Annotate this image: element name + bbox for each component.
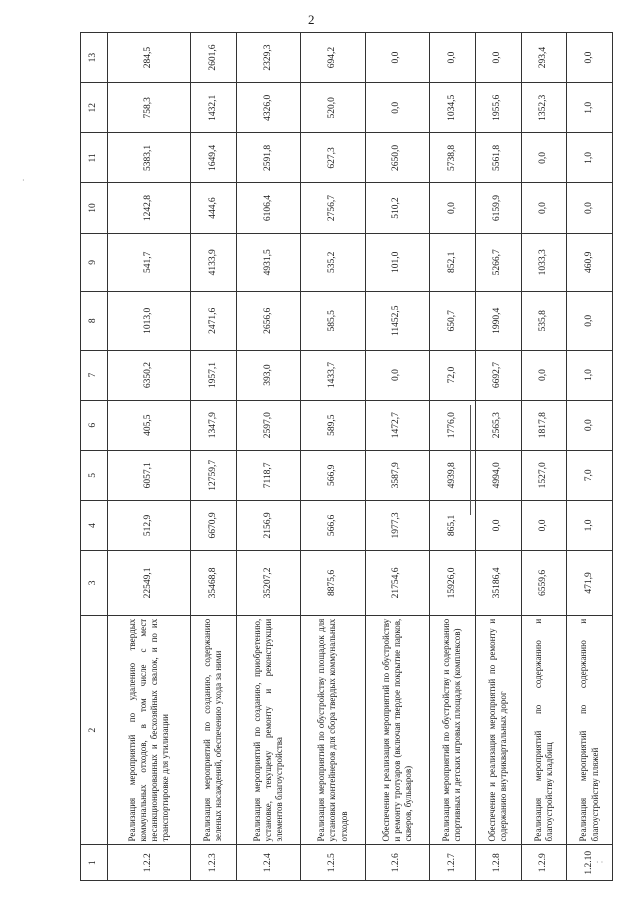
value-cell: 0,0 — [521, 133, 567, 183]
value-cell: 0,0 — [430, 33, 476, 83]
value-cell: 758,3 — [108, 83, 191, 133]
budget-table — [80, 32, 613, 881]
value-cell: 1,0 — [567, 83, 613, 133]
header-cell: 13 — [81, 33, 108, 83]
value-cell: 1347,9 — [191, 400, 237, 450]
value-cell: 520,0 — [301, 83, 365, 133]
value-cell: 0,0 — [365, 350, 429, 400]
value-cell: 512,9 — [108, 500, 191, 550]
value-cell: 1352,3 — [521, 83, 567, 133]
table-row — [191, 33, 237, 881]
header-row — [81, 33, 108, 881]
page-number: 2 — [308, 12, 315, 27]
value-cell: 0,0 — [475, 500, 521, 550]
value-cell: 1,0 — [567, 500, 613, 550]
row-description: Реализация мероприятий по содержанию и благоустройству пляжей — [567, 615, 613, 845]
value-cell: 35207,2 — [236, 551, 300, 616]
value-cell: 1033,3 — [521, 233, 567, 291]
header-cell: 10 — [81, 183, 108, 233]
value-cell: 15926,0 — [430, 551, 476, 616]
table-row — [365, 33, 429, 881]
value-cell: 7,0 — [567, 450, 613, 500]
rotated-table — [80, 32, 613, 881]
value-cell: 0,0 — [521, 350, 567, 400]
value-cell: 1,0 — [567, 350, 613, 400]
value-cell: 6559,6 — [521, 551, 567, 616]
rotated-table-container — [80, 32, 613, 881]
value-cell: 8875,6 — [301, 551, 365, 616]
value-cell: 5266,7 — [475, 233, 521, 291]
header-cell: 7 — [81, 350, 108, 400]
value-cell: 6670,9 — [191, 500, 237, 550]
value-cell: 1433,7 — [301, 350, 365, 400]
value-cell: 5383,1 — [108, 133, 191, 183]
value-cell: 444,6 — [191, 183, 237, 233]
value-cell: 1957,1 — [191, 350, 237, 400]
table-row — [301, 33, 365, 881]
value-cell: 650,7 — [430, 292, 476, 350]
value-cell: 5561,8 — [475, 133, 521, 183]
row-description: Реализация мероприятий по обустройству площадок для установки контейнеров для сбора твердых коммунальных отходов — [301, 615, 365, 845]
value-cell: 0,0 — [430, 183, 476, 233]
value-cell: 1,0 — [567, 133, 613, 183]
header-cell: 11 — [81, 133, 108, 183]
value-cell: 6159,9 — [475, 183, 521, 233]
value-cell: 1472,7 — [365, 400, 429, 450]
value-cell: 4994,0 — [475, 450, 521, 500]
value-cell: 694,2 — [301, 33, 365, 83]
value-cell: 566,6 — [301, 500, 365, 550]
value-cell: 4939,8 — [430, 450, 476, 500]
value-cell: 2597,0 — [236, 400, 300, 450]
value-cell: 1527,0 — [521, 450, 567, 500]
value-cell: 865,1 — [430, 500, 476, 550]
value-cell: 72,0 — [430, 350, 476, 400]
value-cell: 1955,6 — [475, 83, 521, 133]
scan-speck: · — [22, 176, 25, 185]
header-cell: 12 — [81, 83, 108, 133]
value-cell: 6057,1 — [108, 450, 191, 500]
row-code: 1.2.6 — [365, 845, 429, 881]
value-cell: 405,5 — [108, 400, 191, 450]
value-cell: 1242,8 — [108, 183, 191, 233]
value-cell: 393,0 — [236, 350, 300, 400]
value-cell: 6350,2 — [108, 350, 191, 400]
value-cell: 293,4 — [521, 33, 567, 83]
value-cell: 0,0 — [521, 183, 567, 233]
row-code: 1.2.7 — [430, 845, 476, 881]
value-cell: 1013,0 — [108, 292, 191, 350]
header-cell: 6 — [81, 400, 108, 450]
value-cell: 0,0 — [567, 183, 613, 233]
value-cell: 1649,4 — [191, 133, 237, 183]
value-cell: 535,8 — [521, 292, 567, 350]
value-cell: 0,0 — [365, 83, 429, 133]
value-cell: 4931,5 — [236, 233, 300, 291]
value-cell: 627,3 — [301, 133, 365, 183]
value-cell: 1977,3 — [365, 500, 429, 550]
row-code: 1.2.4 — [236, 845, 300, 881]
table-row — [475, 33, 521, 881]
row-code: 1.2.2 — [108, 845, 191, 881]
value-cell: 2650,0 — [365, 133, 429, 183]
value-cell: 0,0 — [521, 500, 567, 550]
value-cell: 2565,3 — [475, 400, 521, 450]
value-cell: 3587,9 — [365, 450, 429, 500]
value-cell: 566,9 — [301, 450, 365, 500]
value-cell: 0,0 — [567, 400, 613, 450]
header-cell: 5 — [81, 450, 108, 500]
value-cell: 22549,1 — [108, 551, 191, 616]
value-cell: 510,2 — [365, 183, 429, 233]
value-cell: 1432,1 — [191, 83, 237, 133]
value-cell: 2156,9 — [236, 500, 300, 550]
value-cell: 6106,4 — [236, 183, 300, 233]
value-cell: 471,9 — [567, 551, 613, 616]
row-code: 1.2.3 — [191, 845, 237, 881]
table-row — [236, 33, 300, 881]
value-cell: 5738,8 — [430, 133, 476, 183]
value-cell: 35468,8 — [191, 551, 237, 616]
row-description: Реализация мероприятий по созданию, приобретению, установке, текущему ремонту и реконструкции элементов благоустройства — [236, 615, 300, 845]
row-description: Реализация мероприятий по обустройству и содержанию спортивных и детских игровых площадок (комплексов) — [430, 615, 476, 845]
header-cell: 4 — [81, 500, 108, 550]
table-row — [567, 33, 613, 881]
row-description: Реализация мероприятий по содержанию и благоустройству кладбищ — [521, 615, 567, 845]
value-cell: 2591,8 — [236, 133, 300, 183]
value-cell: 1034,5 — [430, 83, 476, 133]
row-description: Реализация мероприятий по удалению твердых коммунальных отходов, в том числе с мест несанкционированных и бесхозяйных свалок, и по их транспортировке для утилизации — [108, 615, 191, 845]
value-cell: 284,5 — [108, 33, 191, 83]
header-cell: 2 — [81, 615, 108, 845]
row-description: Обеспечение и реализация мероприятий по ремонту и содержанию внутриквартальных дорог — [475, 615, 521, 845]
row-description: Обеспечение и реализация мероприятий по обустройству и ремонту тротуаров (включая твердое покрытие парков, скверов, бульваров) — [365, 615, 429, 845]
header-cell: 3 — [81, 551, 108, 616]
row-code: 1.2.10 — [567, 845, 613, 881]
value-cell: 589,5 — [301, 400, 365, 450]
header-cell: 8 — [81, 292, 108, 350]
value-cell: 535,2 — [301, 233, 365, 291]
value-cell: 0,0 — [567, 292, 613, 350]
value-cell: 1990,4 — [475, 292, 521, 350]
value-cell: 0,0 — [365, 33, 429, 83]
value-cell: 101,0 — [365, 233, 429, 291]
value-cell: 6692,7 — [475, 350, 521, 400]
table-row — [521, 33, 567, 881]
row-code: 1.2.5 — [301, 845, 365, 881]
value-cell: 585,5 — [301, 292, 365, 350]
value-cell: 12759,7 — [191, 450, 237, 500]
row-description: Реализация мероприятий по созданию, содержанию зеленых насаждений, обеспечению ухода за ними — [191, 615, 237, 845]
margin-line — [470, 405, 471, 515]
table-row — [108, 33, 191, 881]
header-cell: 1 — [81, 845, 108, 881]
header-cell: 9 — [81, 233, 108, 291]
row-code: 1.2.9 — [521, 845, 567, 881]
value-cell: 1776,0 — [430, 400, 476, 450]
row-code: 1.2.8 — [475, 845, 521, 881]
value-cell: 0,0 — [475, 33, 521, 83]
value-cell: 11452,5 — [365, 292, 429, 350]
value-cell: 7118,7 — [236, 450, 300, 500]
value-cell: 2656,6 — [236, 292, 300, 350]
value-cell: 35186,4 — [475, 551, 521, 616]
value-cell: 852,1 — [430, 233, 476, 291]
value-cell: 2601,6 — [191, 33, 237, 83]
value-cell: 2756,7 — [301, 183, 365, 233]
value-cell: 0,0 — [567, 33, 613, 83]
scan-speck: · · — [596, 858, 604, 867]
value-cell: 4326,0 — [236, 83, 300, 133]
value-cell: 21754,6 — [365, 551, 429, 616]
value-cell: 460,9 — [567, 233, 613, 291]
table-body — [108, 33, 613, 881]
value-cell: 2329,3 — [236, 33, 300, 83]
table-row — [430, 33, 476, 881]
value-cell: 1817,8 — [521, 400, 567, 450]
value-cell: 541,7 — [108, 233, 191, 291]
value-cell: 2471,6 — [191, 292, 237, 350]
value-cell: 4133,9 — [191, 233, 237, 291]
